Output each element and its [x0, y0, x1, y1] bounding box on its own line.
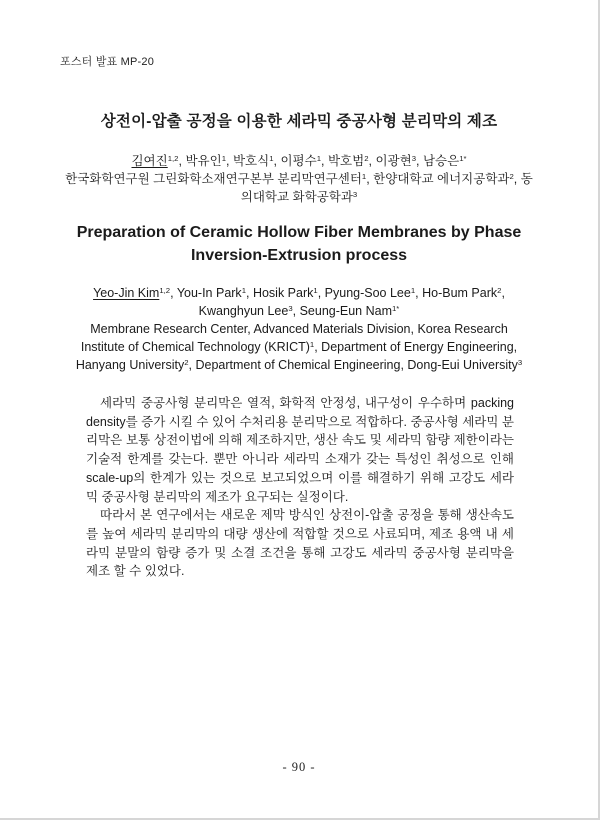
abstract-body — [86, 394, 514, 581]
author — [253, 286, 318, 300]
affiliation-text: 동의대학교 화학공학과 — [240, 172, 533, 204]
author — [233, 154, 274, 168]
abstract-paragraph: 세라믹 중공사형 분리막은 열적, 화학적 안정성, 내구성이 우수하며 packing density를 증가 시킬 수 있어 수처리용 분리막으로 적합하다. 중공사형 세라믹 분리막은 보통 상전이법에 의해 제조하지만, 생산 속도 및 세라믹 함량 제한이라는 기술적 한계를 갖는다. 뿐만 아니라 세라믹 소재가 갖는 특성인 취성으로 인해 scale-up의 한계가 있는 것으로 보고되었으며 이를 해결하기 위해 고강도 세라믹 중공사형 분리막의 제조가 요구되는 실정이다. — [86, 396, 514, 504]
author-name: Seung-Eun Nam — [299, 304, 392, 318]
author — [177, 286, 246, 300]
separator: , — [178, 154, 186, 168]
author-presenter — [131, 154, 178, 168]
affiliation-text: Membrane Research Center, Advanced Materials Division, Korea Research Institute of Chemical Technology (KRICT) — [80, 322, 508, 354]
author — [328, 154, 369, 168]
affiliation-mark: 1,2 — [159, 285, 171, 295]
affiliation-text: 한국화학연구원 그린화학소재연구본부 분리막연구센터 — [65, 172, 362, 186]
affiliation-text: Department of Chemical Engineering, Dong-Eui University — [195, 358, 518, 372]
affiliation-mark: 1 — [316, 153, 321, 163]
author-name: Pyung-Soo Lee — [324, 286, 411, 300]
affiliation-mark: 2 — [497, 285, 502, 295]
english-title: Preparation of Ceramic Hollow Fiber Membranes by Phase Inversion-Extrusion process — [76, 224, 522, 264]
author-corresponding — [300, 304, 400, 318]
affiliation-mark: 2 — [184, 357, 189, 367]
affiliation-mark: 1 — [269, 153, 274, 163]
separator: , — [273, 154, 281, 168]
affiliation-mark: 1,2 — [167, 153, 179, 163]
separator: , — [416, 154, 423, 168]
author-name: Yeo-Jin Kim — [93, 286, 160, 300]
affiliation — [195, 358, 522, 372]
separator: , — [513, 172, 521, 186]
separator: , — [317, 286, 325, 300]
affiliation-text: 한양대학교 에너지공학과 — [373, 172, 510, 186]
separator: , — [366, 172, 374, 186]
author — [375, 154, 416, 168]
page-number: - 90 - — [282, 760, 316, 774]
affiliation-mark: 3 — [352, 189, 358, 199]
author-name: 이평수 — [280, 154, 317, 168]
affiliation-mark: 3 — [411, 153, 416, 163]
separator: , — [501, 286, 505, 300]
affiliation-mark: 1* — [459, 153, 467, 163]
abstract-content — [0, 112, 598, 581]
author-name: Kwanghyun Lee — [198, 304, 289, 318]
affiliation-mark: 1* — [392, 303, 400, 313]
affiliation-text: Department of Energy Engineering, Hanyang University — [75, 340, 518, 372]
author-name: 박유인 — [185, 154, 222, 168]
korean-affiliations — [64, 170, 534, 206]
affiliation-mark: 1 — [309, 339, 315, 349]
author-name: Hosik Park — [252, 286, 314, 300]
author-name: 김여진 — [131, 154, 168, 168]
separator: , — [226, 154, 233, 168]
author-presenter — [93, 286, 170, 300]
separator: , — [314, 340, 322, 354]
author — [422, 286, 501, 300]
affiliation-mark: 1 — [221, 153, 226, 163]
separator: , — [368, 154, 376, 168]
author-name: 박호범 — [327, 154, 365, 168]
affiliation — [65, 172, 366, 186]
author — [185, 154, 226, 168]
author-name: Ho-Bum Park — [422, 286, 498, 300]
author — [325, 286, 416, 300]
affiliation-mark: 2 — [509, 171, 514, 181]
author — [199, 304, 293, 318]
separator: , — [246, 286, 253, 300]
separator: , — [188, 358, 196, 372]
affiliation-mark: 1 — [241, 285, 246, 295]
affiliation-mark: 2 — [364, 153, 369, 163]
abstract-paragraph: 따라서 본 연구에서는 새로운 제막 방식인 상전이-압출 공정을 통해 생산속도를 높여 세라믹 분리막의 대량 생산에 적합할 것으로 사료되며, 제조 용액 내 세라믹 분말의 함량 증가 및 소결 조건을 통해 고강도 세라믹 중공사형 분리막을 제조 할 수 있었다. — [86, 508, 514, 579]
korean-title: 상전이-압출 공정을 이용한 세라믹 중공사형 분리막의 제조 — [100, 113, 498, 130]
author-name: 박호식 — [232, 154, 270, 168]
author-name: 남승은 — [422, 154, 460, 168]
affiliation-mark: 1 — [361, 171, 367, 181]
affiliation — [373, 172, 514, 186]
author — [280, 154, 321, 168]
separator: , — [292, 304, 300, 318]
author-corresponding — [423, 154, 467, 168]
separator: , — [321, 154, 328, 168]
affiliation-mark: 3 — [517, 357, 523, 367]
author-name: 이광현 — [375, 154, 412, 168]
english-affiliations — [69, 320, 529, 374]
affiliation-mark: 3 — [288, 303, 293, 313]
separator: , — [415, 286, 423, 300]
korean-author-list — [59, 152, 539, 170]
affiliation-mark: 1 — [313, 285, 318, 295]
author-name: You-In Park — [176, 286, 242, 300]
english-author-list — [69, 284, 529, 320]
affiliation-mark: 1 — [410, 285, 416, 295]
separator: , — [170, 286, 177, 300]
session-label: 포스터 발표 MP-20 — [60, 56, 155, 68]
